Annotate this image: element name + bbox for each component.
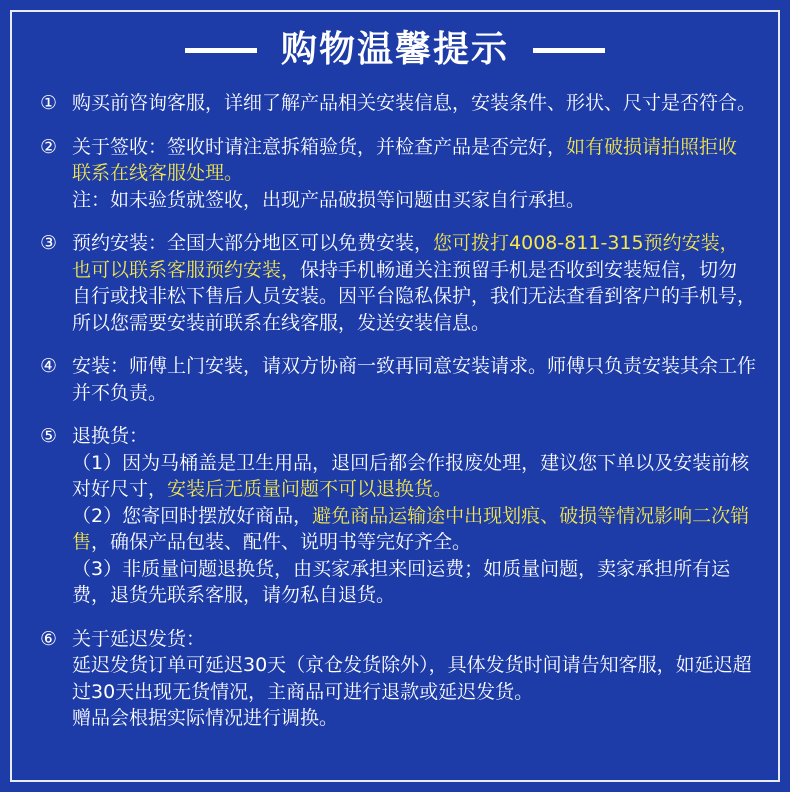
tip-number: ① (40, 92, 58, 114)
title-bar (0, 22, 790, 78)
tip-item (40, 134, 756, 214)
tip-paragraph (72, 230, 756, 336)
text-segment: 购买前咨询客服，详细了解产品相关安装信息，安装条件、形状、尺寸是否符合。 (72, 92, 757, 114)
tip-sub-paragraph (72, 503, 756, 556)
page-title: 购物温馨提示 (280, 29, 509, 70)
tip-body (72, 230, 756, 336)
highlight-text: 安装后无质量问题不可以退换货。 (167, 478, 453, 500)
tip-paragraph (72, 134, 756, 187)
title-left-rule (185, 48, 257, 53)
text-segment: （3）非质量问题退换货，由买家承担来回运费；如质量问题，卖家承担所有运费，退货先联系客服，请勿私自退货。 (72, 557, 731, 606)
tip-sub-paragraph (72, 450, 756, 503)
tip-number: ② (40, 135, 58, 158)
tip-sub-paragraph (72, 556, 756, 609)
tip-heading: 退换货： (72, 425, 149, 447)
tip-paragraph (72, 90, 756, 117)
tip-number: ⑤ (40, 425, 58, 447)
tip-body (72, 423, 756, 609)
text-segment: （2）您寄回时摆放好商品， (72, 504, 313, 527)
text-segment: 保持手机畅通关注预留手机是否收到安装短信，切勿自行或找非松下售后人员安装。因平台隐私保护，我们无法查看到客户的手机号，所以您需要安装前联系在线客服，发送安装信息。 (72, 258, 757, 334)
highlight-text: 避免商品运输途中出现划痕、破损等情况影响二次销售 (72, 504, 750, 553)
tip-heading: 关于延迟发货： (72, 627, 206, 650)
tip-body (72, 90, 756, 117)
title-right-rule (533, 48, 605, 53)
tip-paragraph (72, 353, 756, 406)
text-segment: （1）因为马桶盖是卫生用品，退回后都会作报废处理，建议您下单以及安装前核对好尺寸， (72, 451, 750, 500)
highlight-text: 您可拨打4008-811-315预约安装，也可以联系客服预约安装， (72, 232, 739, 281)
tip-number: ③ (40, 232, 58, 254)
tip-body (72, 353, 756, 406)
tip-line: 延迟发货订单可延迟30天（京仓发货除外），具体发货时间请告知客服，如延迟超过30天出现无货情况，主商品可进行退款或延迟发货。 (72, 654, 752, 703)
tip-note: 注：如未验货就签收，出现产品破损等问题由买家自行承担。 (72, 188, 586, 211)
highlight-text: 如有破损请拍照拒收联系在线客服处理。 (72, 135, 738, 184)
tip-body (72, 626, 756, 732)
text-segment: 预约安装：全国大部分地区可以免费安装， (72, 232, 434, 254)
tip-item (40, 353, 756, 406)
text-segment: ，确保产品包装、配件、说明书等完好齐全。 (91, 531, 472, 553)
tip-item (40, 423, 756, 609)
tip-number: ⑥ (40, 627, 58, 650)
tip-item (40, 626, 756, 732)
text-segment: 关于签收：签收时请注意拆箱验货，并检查产品是否完好， (72, 135, 567, 158)
tip-line: 赠品会根据实际情况进行调换。 (72, 707, 339, 729)
tip-item (40, 230, 756, 336)
tip-body (72, 134, 756, 214)
tip-item (40, 90, 756, 117)
tips-list (40, 90, 756, 749)
text-segment: 安装：师傅上门安装，请双方协商一致再同意安装请求。师傅只负责安装其余工作并不负责。 (72, 355, 757, 404)
tip-number: ④ (40, 355, 58, 377)
